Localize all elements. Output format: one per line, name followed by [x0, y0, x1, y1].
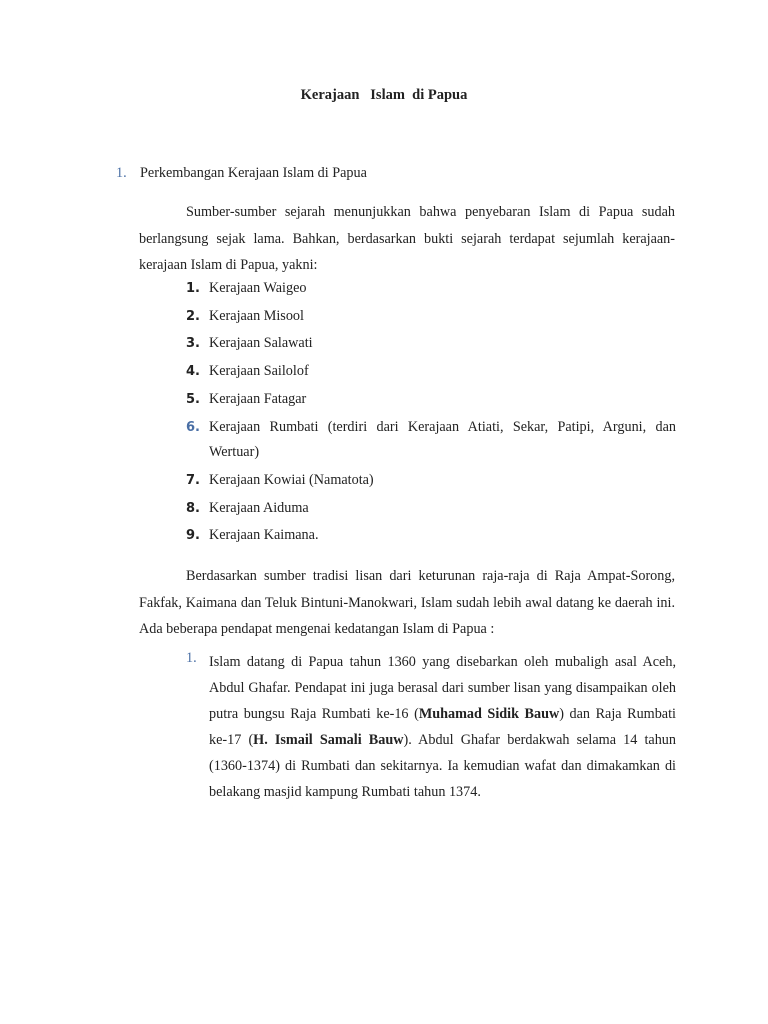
document-title: Kerajaan Islam di Papua: [300, 87, 468, 103]
opinion-bold-name: H. Ismail Samali Bauw: [253, 731, 404, 748]
section-heading: [116, 165, 676, 182]
list-item-number: 2.: [186, 308, 200, 324]
section-number: 1.: [116, 165, 127, 181]
list-item: [186, 304, 676, 330]
paragraph-oral-tradition-text: Berdasarkan sumber tradisi lisan dari keturunan raja-raja di Raja Ampat-Sorong, Fakfak, Kaimana dan Teluk Bintuni-Manokwari, Islam sudah lebih awal datang ke daerah ini. Ada beberapa pendapat mengenai kedatangan Islam di Papua :: [139, 568, 675, 637]
list-item: [186, 496, 676, 522]
list-item-text: Kerajaan Salawati: [209, 335, 313, 352]
opinion-text-part: Islam datang di Papua tahun 1360 yang disebarkan oleh mubaligh asal Aceh, Abdul Ghafar. Pendapat ini juga berasal dari sumber lisan yang disampaikan oleh putra bungsu Raja Rumbati ke-16 (: [209, 654, 676, 722]
list-item-text: Kerajaan Fatagar: [209, 390, 307, 407]
list-item-text: Kerajaan Sailolof: [209, 363, 309, 380]
list-item: [186, 415, 676, 466]
list-item: [186, 276, 676, 302]
list-item-text: Kerajaan Kowiai (Namatota): [209, 471, 374, 488]
kingdom-list: [186, 276, 676, 551]
list-item-number: 3.: [186, 336, 200, 352]
section-heading-text: Perkembangan Kerajaan Islam di Papua: [140, 165, 367, 181]
list-item-number: 9.: [186, 528, 200, 544]
list-item-text: Kerajaan Aiduma: [209, 499, 309, 516]
list-item-number: 1.: [186, 281, 200, 296]
opinion-list: [186, 650, 676, 805]
opinion-text: [209, 650, 676, 805]
list-item-number: 6.: [186, 419, 200, 435]
list-item-text: Kerajaan Misool: [209, 307, 304, 324]
list-item: [186, 523, 676, 549]
list-item-number: 5.: [186, 391, 200, 407]
list-item-text: Kerajaan Kaimana.: [209, 527, 319, 544]
opinion-text-part: ) dan Raja Rumbati ke-17 (: [209, 705, 676, 748]
list-item-text: Kerajaan Rumbati (terdiri dari Kerajaan Atiati, Sekar, Patipi, Arguni, dan Wertuar): [209, 418, 676, 461]
list-item: [186, 359, 676, 385]
list-item-number: 7.: [186, 472, 200, 488]
list-item: [186, 468, 676, 494]
list-item-number: 8.: [186, 500, 200, 516]
list-item-text: Kerajaan Waigeo: [209, 280, 307, 296]
paragraph-intro: [139, 199, 675, 279]
opinion-text-part: ). Abdul Ghafar berdakwah selama 14 tahun (1360-1374) di Rumbati dan sekitarnya. Ia kemudian wafat dan dimakamkan di belakang masjid kampung Rumbati tahun 1374.: [209, 731, 676, 800]
paragraph-intro-text: Sumber-sumber sejarah menunjukkan bahwa penyebaran Islam di Papua sudah berlangsung sejak lama. Bahkan, berdasarkan bukti sejarah terdapat sejumlah kerajaan-kerajaan Islam di Papua, yakni:: [139, 204, 675, 273]
paragraph-oral-tradition: [139, 563, 675, 643]
list-item: [186, 331, 676, 357]
list-item: [186, 387, 676, 413]
opinion-bold-name: Muhamad Sidik Bauw: [418, 705, 560, 722]
opinion-number: 1.: [186, 650, 197, 666]
list-item-number: 4.: [186, 364, 200, 380]
